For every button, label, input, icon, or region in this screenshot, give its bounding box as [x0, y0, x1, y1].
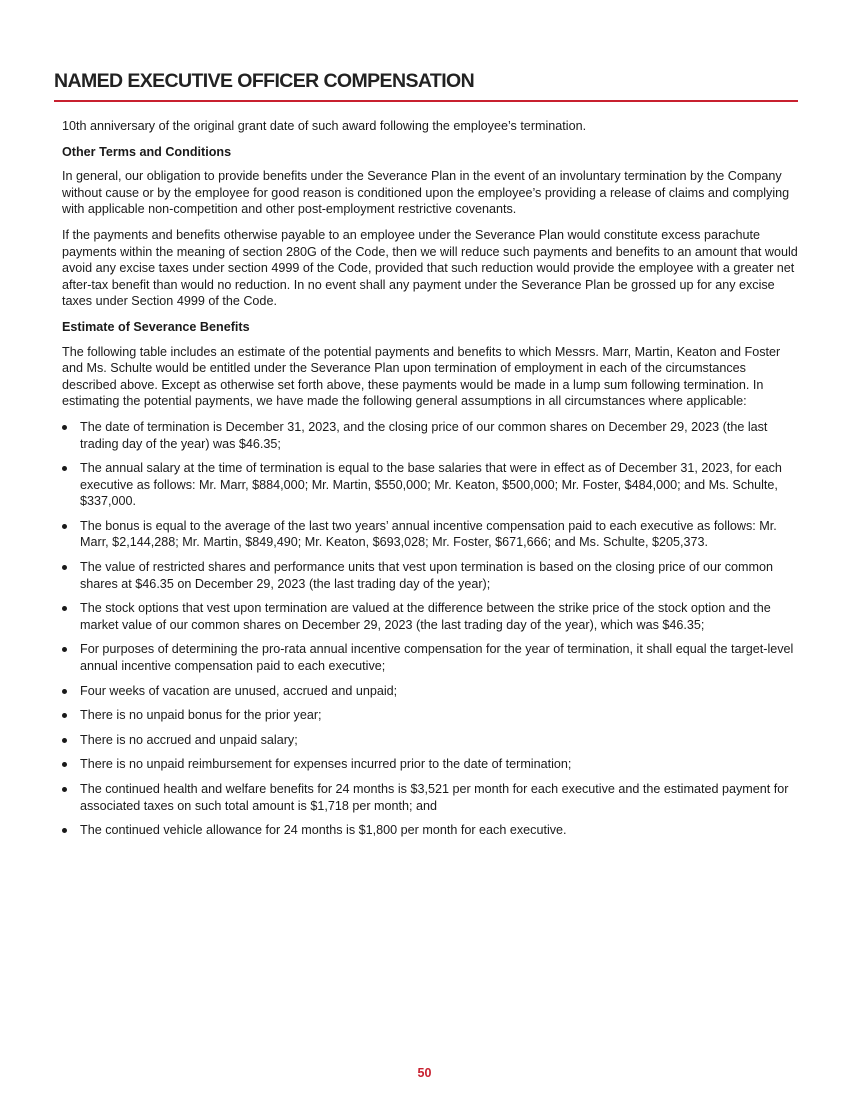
page-header-title: NAMED EXECUTIVE OFFICER COMPENSATION — [54, 70, 475, 92]
section-heading-other-terms: Other Terms and Conditions — [62, 144, 232, 159]
assumptions-list — [62, 419, 798, 839]
section-paragraph: If the payments and benefits otherwise payable to an employee under the Severance Plan would constitute excess parachute payments within the meaning of section 280G of the Code, then we will reduce such payments and benefits to an amount that would avoid any excise taxes under section 4999 of the Code, provided that such reduction would provide the employee with a greater net after-tax benefit than would no reduction. In no event shall any payment under the Severance Plan be grossed up for any excise taxes under Section 4999 of the Code. — [62, 227, 798, 309]
intro-paragraph: 10th anniversary of the original grant date of such award following the employee’s termination. — [62, 119, 587, 133]
list-item: The continued vehicle allowance for 24 months is $1,800 per month for each executive. — [62, 822, 798, 839]
list-item: There is no unpaid bonus for the prior year; — [62, 707, 798, 724]
list-item: There is no accrued and unpaid salary; — [62, 732, 798, 749]
section-paragraph: The following table includes an estimate of the potential payments and benefits to which Messrs. Marr, Martin, Keaton and Foster and Ms. Schulte would be entitled under the Severance Plan upon termination of employment in each of the circumstances described above. Except as otherwise set forth above, these payments would be made in a lump sum following termination. In estimating the potential payments, we have made the following general assumptions in all circumstances where applicable: — [62, 344, 781, 409]
list-item: Four weeks of vacation are unused, accrued and unpaid; — [62, 683, 798, 700]
list-item: The continued health and welfare benefits for 24 months is $3,521 per month for each executive and the estimated payment for associated taxes on such total amount is $1,718 per month; and — [62, 781, 798, 814]
page-number: 50 — [417, 1066, 432, 1080]
list-item: The date of termination is December 31, 2023, and the closing price of our common shares on December 29, 2023 (the last trading day of the year) was $46.35; — [62, 419, 798, 452]
header-divider — [54, 100, 798, 102]
list-item: There is no unpaid reimbursement for expenses incurred prior to the date of termination; — [62, 756, 798, 773]
list-item: The stock options that vest upon termination are valued at the difference between the strike price of the stock option and the market value of our common shares on December 29, 2023 (the last trading day of the year), which was $46.35; — [62, 600, 798, 633]
list-item: The annual salary at the time of termination is equal to the base salaries that were in effect as of December 31, 2023, for each executive as follows: Mr. Marr, $884,000; Mr. Martin, $550,000; Mr. Keaton, $500,000; Mr. Foster, $484,000; and Ms. Schulte, $337,000. — [62, 460, 798, 510]
document-body — [62, 118, 798, 847]
list-item: The bonus is equal to the average of the last two years’ annual incentive compensation paid to each executive as follows: Mr. Marr, $2,144,288; Mr. Martin, $849,490; Mr. Keaton, $693,028; Mr. Foster, $671,666; and Ms. Schulte, $205,373. — [62, 518, 798, 551]
list-item: For purposes of determining the pro-rata annual incentive compensation for the year of termination, it shall equal the target-level annual incentive compensation paid to each executive; — [62, 641, 798, 674]
section-heading-severance-estimate: Estimate of Severance Benefits — [62, 319, 250, 334]
list-item: The value of restricted shares and performance units that vest upon termination is based on the closing price of our common shares at $46.35 on December 29, 2023 (the last trading day of the year); — [62, 559, 798, 592]
section-paragraph: In general, our obligation to provide benefits under the Severance Plan in the event of an involuntary termination by the Company without cause or by the employee for good reason is conditioned upon the employee’s providing a release of claims and complying with applicable non-competition and other post-employment restrictive covenants. — [62, 169, 790, 217]
